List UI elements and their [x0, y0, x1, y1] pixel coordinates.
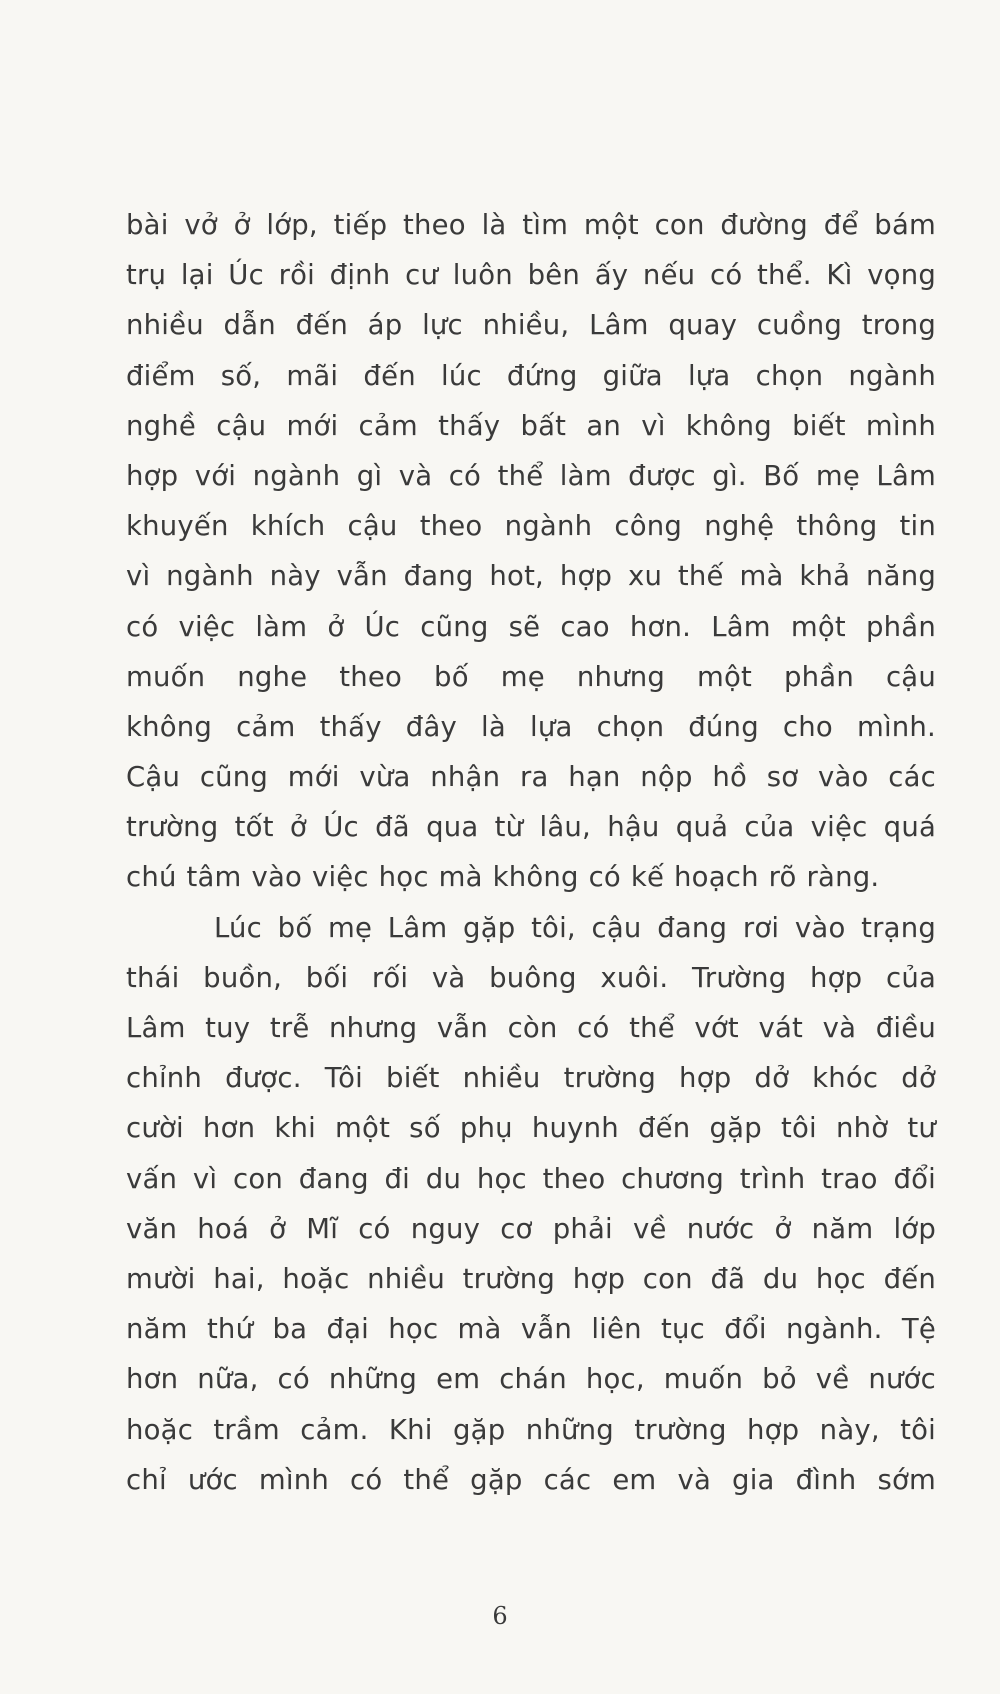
body-text	[126, 200, 936, 1505]
text-line: nghề cậu mới cảm thấy bất an vì không biết mình	[126, 409, 936, 442]
paragraph-first-line: Lúc bố mẹ Lâm gặp tôi, cậu đang rơi vào trạng	[214, 911, 936, 944]
page-number: 6	[492, 1602, 508, 1630]
text-line: khuyến khích cậu theo ngành công nghệ thông tin	[126, 510, 936, 543]
text-line: trụ lại Úc rồi định cư luôn bên ấy nếu có thể. Kì vọng	[126, 259, 936, 292]
text-line: trường tốt ở Úc đã qua từ lâu, hậu quả của việc quá	[126, 811, 936, 844]
text-line: Cậu cũng mới vừa nhận ra hạn nộp hồ sơ vào các	[126, 761, 936, 794]
text-line: hợp với ngành gì và có thể làm được gì. Bố mẹ Lâm	[126, 459, 936, 492]
text-line: nhiều dẫn đến áp lực nhiều, Lâm quay cuồng trong	[126, 309, 936, 342]
text-line: chỉ ước mình có thể gặp các em và gia đình sớm	[126, 1463, 936, 1496]
text-line: hơn nữa, có những em chán học, muốn bỏ về nước	[126, 1363, 936, 1396]
text-line: không cảm thấy đây là lựa chọn đúng cho mình.	[126, 710, 936, 743]
text-line: cười hơn khi một số phụ huynh đến gặp tôi nhờ tư	[126, 1112, 936, 1145]
text-line: năm thứ ba đại học mà vẫn liên tục đổi ngành. Tệ	[126, 1313, 936, 1346]
text-line: điểm số, mãi đến lúc đứng giữa lựa chọn ngành	[126, 359, 936, 392]
text-line: bài vở ở lớp, tiếp theo là tìm một con đường để bám	[126, 209, 936, 241]
text-line: hoặc trầm cảm. Khi gặp những trường hợp này, tôi	[126, 1413, 936, 1446]
text-line: vấn vì con đang đi du học theo chương trình trao đổi	[126, 1162, 936, 1195]
text-line: mười hai, hoặc nhiều trường hợp con đã du học đến	[126, 1262, 936, 1295]
text-line: chú tâm vào việc học mà không có kế hoạch rõ ràng.	[126, 861, 880, 894]
text-line: vì ngành này vẫn đang hot, hợp xu thế mà khả năng	[126, 560, 936, 593]
text-line: chỉnh được. Tôi biết nhiều trường hợp dở khóc dở	[126, 1062, 936, 1095]
text-line: có việc làm ở Úc cũng sẽ cao hơn. Lâm một phần	[126, 610, 936, 643]
text-line: Lâm tuy trễ nhưng vẫn còn có thể vớt vát và điều	[126, 1012, 936, 1044]
text-line: văn hoá ở Mĩ có nguy cơ phải về nước ở năm lớp	[126, 1212, 936, 1245]
text-line: muốn nghe theo bố mẹ nhưng một phần cậu	[126, 660, 936, 693]
text-line: thái buồn, bối rối và buông xuôi. Trường hợp của	[126, 961, 936, 994]
